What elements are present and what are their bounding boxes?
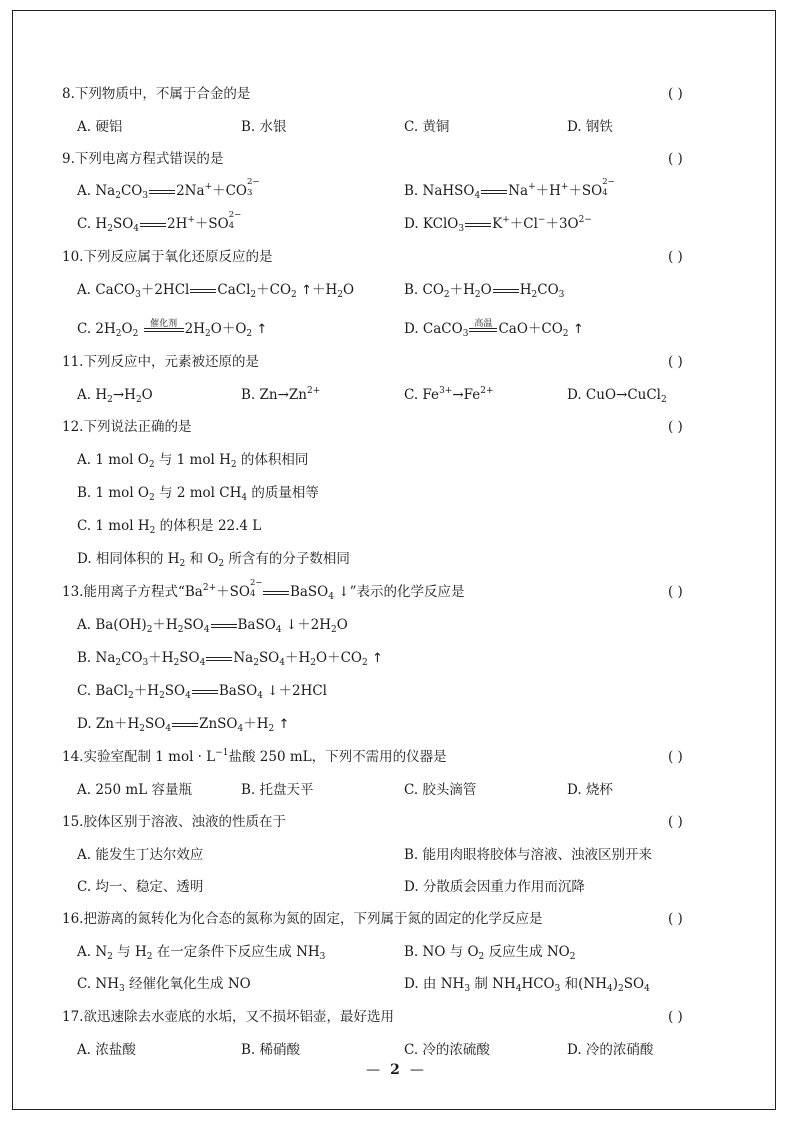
- option-a[interactable]: A. 1 mol $O_2$ 与 1 mol $H_2$ 的体积相同: [77, 452, 309, 470]
- question-stem: 15.胶体区别于溶液、浊液的性质在于: [62, 814, 286, 830]
- option-d[interactable]: D. CaCO$_3$ 高温 $CaO+CO_2$ ↑: [404, 320, 584, 339]
- option-b[interactable]: B. 水银: [241, 119, 287, 135]
- option-a[interactable]: A. $Ba(OH)_2+H_2SO_4$ BaSO$_4$ $↓+2H_2O$: [77, 617, 348, 635]
- option-a[interactable]: A. 浓盐酸: [77, 1042, 136, 1058]
- footer-dash: —: [409, 1062, 424, 1078]
- option-c[interactable]: C. 1 mol $H_2$ 的体积是 22.4 L: [77, 518, 262, 536]
- option-c[interactable]: C. $2H_2O_2$ 催化剂 $2H_2O+O_2$ ↑: [77, 320, 267, 339]
- option-b[interactable]: B. $CO_2+H_2O$ $H_2CO_3$: [404, 282, 565, 300]
- option-d[interactable]: D. $Zn+H_2SO_4$ $ZnSO_4+H_2$ ↑: [77, 716, 290, 734]
- option-a[interactable]: A. 硬铝: [77, 119, 123, 135]
- question-stem: 14.实验室配制 1 mol · $L^{-1}$盐酸 250 mL，下列不需用的仪器是: [62, 748, 447, 765]
- option-c[interactable]: C. 均一、稳定、透明: [77, 879, 204, 895]
- answer-bracket[interactable]: ( ): [668, 86, 683, 102]
- option-d[interactable]: D. 由 $NH_3$ 制 $NH_4HCO_3$ 和$(NH_4)_2SO_4$: [404, 976, 650, 994]
- answer-bracket[interactable]: ( ): [668, 1009, 683, 1025]
- option-a[interactable]: A. $Na_2CO_3$ 2Na+＋CO 2− 3: [77, 177, 260, 201]
- option-d[interactable]: D. 冷的浓硝酸: [567, 1042, 654, 1058]
- option-c[interactable]: C. $Fe^{3+}\to Fe^{2+}$: [404, 386, 494, 403]
- page-footer: [0, 1062, 790, 1078]
- question-stem: 9.下列电离方程式错误的是: [62, 151, 224, 167]
- option-d[interactable]: D. 相同体积的 $H_2$ 和 $O_2$ 所含有的分子数相同: [77, 551, 350, 569]
- question-stem: 13.能用离子方程式“$Ba^{2+}+SO$ 2− 4 BaSO$_4$ ↓”表示的化学反应是: [62, 578, 465, 602]
- option-b[interactable]: B. 1 mol $O_2$ 与 2 mol $CH_4$ 的质量相等: [77, 485, 319, 503]
- answer-bracket[interactable]: ( ): [668, 749, 683, 765]
- answer-bracket[interactable]: ( ): [668, 354, 683, 370]
- option-d[interactable]: D. KClO$_3$ $K^++Cl^-+3O^{2-}$: [404, 215, 592, 234]
- option-c[interactable]: C. $H_2SO_4$ 2H+＋SO 2− 4: [77, 210, 242, 234]
- option-c[interactable]: C. 胶头滴管: [404, 782, 477, 798]
- option-d[interactable]: D. CuO→CuCl$_2$: [567, 387, 667, 405]
- option-a[interactable]: A. 能发生丁达尔效应: [77, 847, 204, 863]
- question-stem: 17.欲迅速除去水壶底的水垢，又不损坏铝壶，最好选用: [62, 1009, 394, 1025]
- option-b[interactable]: B. 托盘天平: [241, 782, 314, 798]
- question-stem: 12.下列说法正确的是: [62, 419, 192, 435]
- option-d[interactable]: D. 分散质会因重力作用而沉降: [404, 879, 585, 895]
- option-c[interactable]: C. $NH_3$ 经催化氧化生成 NO: [77, 976, 251, 994]
- page-number: 2: [390, 1062, 400, 1078]
- option-b[interactable]: B. 稀硝酸: [241, 1042, 301, 1058]
- answer-bracket[interactable]: ( ): [668, 249, 683, 265]
- option-a[interactable]: A. $H_2\to H_2O$: [77, 387, 153, 405]
- answer-bracket[interactable]: ( ): [668, 584, 683, 600]
- option-b[interactable]: B. $Zn\to Zn^{2+}$: [241, 386, 321, 403]
- question-stem: 11.下列反应中，元素被还原的是: [62, 354, 259, 370]
- option-b[interactable]: B. $Na_2CO_3+H_2SO_4$ $Na_2SO_4+H_2O+CO_2$ ↑: [77, 650, 383, 668]
- option-a[interactable]: A. CaCO$_3$＋2HCl $CaCl_2+CO_2$ $↑+H_2O$: [77, 282, 355, 300]
- option-a[interactable]: A. 250 mL 容量瓶: [77, 782, 192, 798]
- answer-bracket[interactable]: ( ): [668, 911, 683, 927]
- option-b[interactable]: B. NaHSO$_4$ Na+＋H+＋SO 2− 4: [404, 177, 615, 201]
- option-d[interactable]: D. 烧杯: [567, 782, 613, 798]
- answer-bracket[interactable]: ( ): [668, 419, 683, 435]
- option-c[interactable]: C. 黄铜: [404, 119, 450, 135]
- option-b[interactable]: B. 能用肉眼将胶体与溶液、浊液区别开来: [404, 847, 653, 863]
- question-stem: 8.下列物质中，不属于合金的是: [62, 86, 251, 102]
- reaction-condition: 高温: [474, 318, 493, 329]
- option-d[interactable]: D. 钢铁: [567, 119, 613, 135]
- question-stem: 10.下列反应属于氧化还原反应的是: [62, 249, 273, 265]
- question-stem: 16.把游离的氮转化为化合态的氮称为氮的固定，下列属于氮的固定的化学反应是: [62, 911, 543, 927]
- answer-bracket[interactable]: ( ): [668, 151, 683, 167]
- reaction-condition: 催化剂: [150, 318, 178, 329]
- option-c[interactable]: C. 冷的浓硫酸: [404, 1042, 490, 1058]
- option-a[interactable]: A. $N_2$ 与 $H_2$ 在一定条件下反应生成 $NH_3$: [77, 944, 326, 962]
- answer-bracket[interactable]: ( ): [668, 814, 683, 830]
- option-c[interactable]: C. $BaCl_2+H_2SO_4$ BaSO$_4$ ↓＋2HCl: [77, 683, 328, 701]
- footer-dash: —: [366, 1062, 381, 1078]
- option-b[interactable]: B. NO 与 $O_2$ 反应生成 $NO_2$: [404, 944, 576, 962]
